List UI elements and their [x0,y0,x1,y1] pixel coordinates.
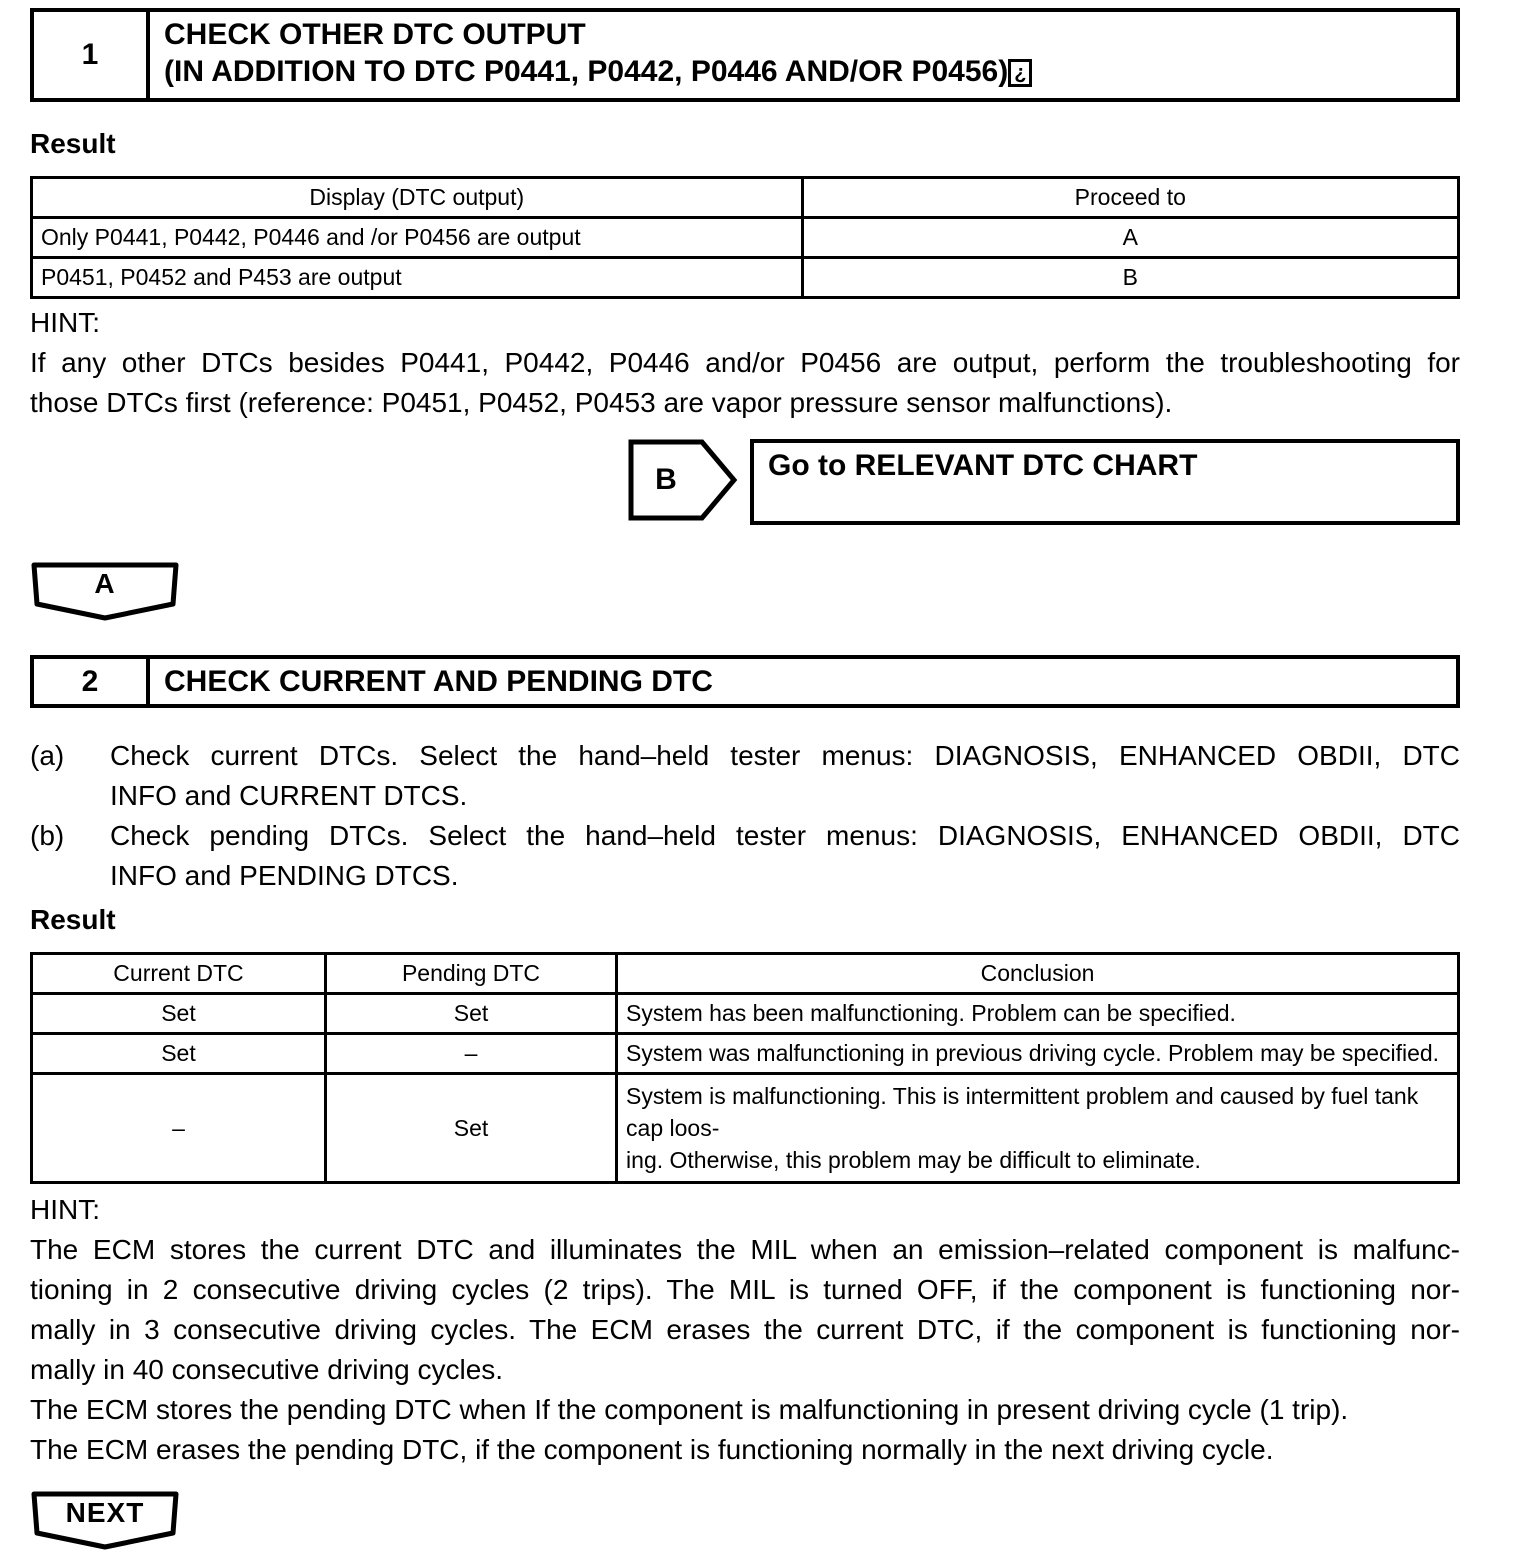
row1-conclusion: System has been malfunctioning. Problem can be specified. [617,994,1459,1034]
step2-title: CHECK CURRENT AND PENDING DTC [164,665,713,698]
step2-header-box [30,655,1460,708]
step1-number: 1 [34,12,150,98]
list-item [30,816,1460,896]
item-b-body: Check pending DTCs. Select the hand–held tester menus: DIAGNOSIS, ENHANCED OBDII, DTC INFO and PENDING DTCS. [110,820,1460,891]
result1-col-display: Display (DTC output) [32,178,803,218]
branch-b-row [628,439,1460,525]
result1-heading: Result [30,128,116,159]
connector-a [30,561,180,621]
hint2-line: mally in 40 consecutive driving cycles. [30,1354,504,1385]
procedure-list [30,736,1460,896]
hint2-block [30,1190,1460,1470]
hint2-line: The ECM stores the pending DTC when If the component is malfunctioning in present driving cycle (1 trip). [30,1394,1349,1425]
table-row [32,258,1459,298]
result2-col-current: Current DTC [32,954,326,994]
item-b-label: (b) [30,820,65,851]
table-row [32,1034,1459,1074]
hint2-line: The ECM erases the pending DTC, if the component is functioning normally in the next driving cycle. [30,1434,1274,1465]
row1-current: Set [32,994,326,1034]
branch-b-arrow [628,439,738,521]
result1-row2-display: P0451, P0452 and P453 are output [32,258,803,298]
hint1-block [30,303,1460,423]
table-row [32,994,1459,1034]
hint2-label: HINT: [30,1194,100,1225]
item-a-body: Check current DTCs. Select the hand–held tester menus: DIAGNOSIS, ENHANCED OBDII, DTC INFO and CURRENT DTCS. [110,740,1460,811]
list-item [30,736,1460,816]
unknown-glyph-box: ¿ [1008,59,1032,87]
row1-pending: Set [325,994,616,1034]
row3-current: – [32,1074,326,1183]
result2-heading: Result [30,904,116,935]
hint1-label: HINT: [30,307,100,338]
connector-next [30,1490,180,1550]
result1-table [30,176,1460,299]
result1-row1-display: Only P0441, P0442, P0446 and /or P0456 are output [32,218,803,258]
result2-col-pending: Pending DTC [325,954,616,994]
result2-table [30,952,1460,1184]
row3-pending: Set [325,1074,616,1183]
table-row [32,1074,1459,1183]
item-a-label: (a) [30,740,65,771]
row2-pending: – [325,1034,616,1074]
table-row [32,218,1459,258]
result2-header-row [32,954,1459,994]
result2-col-conclusion: Conclusion [617,954,1459,994]
step1-title-line1: CHECK OTHER DTC OUTPUT [164,18,586,51]
page-content [30,8,1460,1550]
hint1-line: If any other DTCs besides P0441, P0442, P0446 and/or P0456 are output, perform the troubleshooting for [30,347,1460,378]
hint1-line: those DTCs first (reference: P0451, P0452, P0453 are vapor pressure sensor malfunctions). [30,387,1173,418]
hint2-line: mally in 3 consecutive driving cycles. The ECM erases the current DTC, if the component is functioning nor- [30,1314,1460,1345]
step2-number: 2 [34,659,150,704]
step1-title [150,12,1456,98]
row2-conclusion: System was malfunctioning in previous driving cycle. Problem may be specified. [617,1034,1459,1074]
result1-row1-proceed: A [802,218,1458,258]
hint2-line: tioning in 2 consecutive driving cycles (2 trips). The MIL is turned OFF, if the component is functioning nor- [30,1274,1460,1305]
connector-next-label: NEXT [65,1497,145,1528]
branch-b-action-box: Go to RELEVANT DTC CHART [750,439,1460,525]
row2-current: Set [32,1034,326,1074]
hint2-line: The ECM stores the current DTC and illuminates the MIL when an emission–related component is malfunc- [30,1234,1460,1265]
row3-conclusion: System is malfunctioning. This is intermittent problem and caused by fuel tank cap loos- ing. Otherwise, this problem may be difficult to eliminate. [617,1074,1459,1183]
step1-title-line2: (IN ADDITION TO DTC P0441, P0442, P0446 AND/OR P0456) ¿ [164,53,1448,90]
result1-header-row [32,178,1459,218]
step1-header-box [30,8,1460,102]
branch-b-label: B [655,463,677,496]
result1-row2-proceed: B [802,258,1458,298]
result1-col-proceed: Proceed to [802,178,1458,218]
connector-a-label: A [94,568,116,599]
